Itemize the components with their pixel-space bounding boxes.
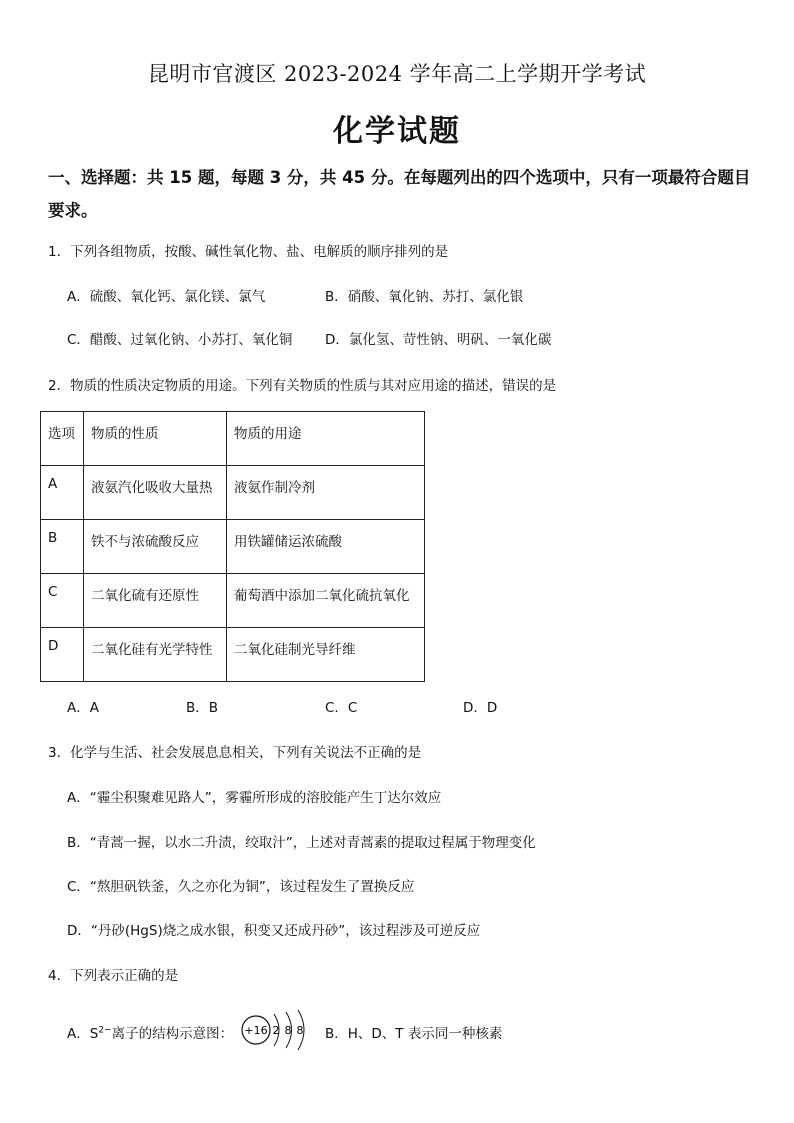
- question-2-option-a: A．A: [67, 700, 99, 716]
- question-3-stem: 3．化学与生活、社会发展息息相关，下列有关说法不正确的是: [48, 745, 422, 761]
- table-header-cell: 物质的性质: [84, 412, 227, 466]
- exam-title: 昆明市官渡区 2023-2024 学年高二上学期开学考试: [147, 62, 647, 86]
- question-3-option-a: A．“霾尘积聚难见路人”，雾霾所形成的溶胶能产生丁达尔效应: [67, 790, 442, 806]
- question-2-option-b: B．B: [186, 700, 219, 716]
- table-cell: A: [41, 466, 84, 520]
- subject-title: 化学试题: [333, 114, 461, 149]
- atomic-structure-diagram: [240, 1008, 314, 1058]
- table-cell: 液氨汽化吸收大量热: [84, 466, 227, 520]
- table-cell: 二氧化硅制光导纤维: [227, 628, 425, 682]
- table-cell: 液氨作制冷剂: [227, 466, 425, 520]
- table-header-row: [41, 412, 425, 466]
- question-1-option-c: C．醋酸、过氧化钠、小苏打、氧化铜: [67, 332, 293, 348]
- table-cell: D: [41, 628, 84, 682]
- table-header-cell: 物质的用途: [227, 412, 425, 466]
- question-3-option-c: C．“熬胆矾铁釜，久之亦化为铜”，该过程发生了置换反应: [67, 879, 415, 895]
- nucleus-charge: +16: [244, 1024, 268, 1037]
- question-1-option-b: B．硝酸、氧化钠、苏打、氯化银: [325, 289, 524, 305]
- option-a-prefix: A．S: [67, 1026, 99, 1042]
- question-3-option-b: B．“青蒿一握，以水二升渍，绞取汁”，上述对青蒿素的提取过程属于物理变化: [67, 835, 536, 851]
- section-heading: 一、选择题：共 15 题，每题 3 分，共 45 分。在每题列出的四个选项中，只有一项最符合题目要求。: [48, 168, 751, 220]
- table-row: [41, 628, 425, 682]
- table-cell: 用铁罐储运浓硫酸: [227, 520, 425, 574]
- table-cell: 葡萄酒中添加二氧化硫抗氧化: [227, 574, 425, 628]
- question-4-option-b: B．H、D、T 表示同一种核素: [325, 1026, 503, 1042]
- table-cell: C: [41, 574, 84, 628]
- ion-charge-superscript: 2−: [98, 1025, 112, 1036]
- option-a-suffix: 离子的结构示意图：: [111, 1026, 234, 1042]
- question-1-option-d: D．氯化氢、苛性钠、明矾、一氧化碳: [325, 332, 552, 348]
- question-2-stem: 2．物质的性质决定物质的用途。下列有关物质的性质与其对应用途的描述，错误的是: [48, 378, 557, 394]
- question-1-option-a: A．硫酸、氧化钙、氯化镁、氯气: [67, 289, 266, 305]
- table-cell: 铁不与浓硫酸反应: [84, 520, 227, 574]
- shell-electron-count: 8: [296, 1024, 304, 1037]
- table-row: [41, 520, 425, 574]
- table-cell: 二氧化硅有光学特性: [84, 628, 227, 682]
- question-4-option-a: [67, 1022, 233, 1042]
- shell-electron-count: 8: [284, 1024, 292, 1037]
- properties-table: [40, 411, 425, 682]
- question-4-stem: 4．下列表示正确的是: [48, 968, 179, 984]
- shell-electron-count: 2: [272, 1024, 280, 1037]
- table-row: [41, 466, 425, 520]
- table-cell: B: [41, 520, 84, 574]
- table-row: [41, 574, 425, 628]
- table-header-cell: 选项: [41, 412, 84, 466]
- question-1-stem: 1．下列各组物质，按酸、碱性氧化物、盐、电解质的顺序排列的是: [48, 244, 449, 260]
- question-2-option-d: D．D: [463, 700, 498, 716]
- table-cell: 二氧化硫有还原性: [84, 574, 227, 628]
- question-3-option-d: D．“丹砂(HgS)烧之成水银，积变又还成丹砂”，该过程涉及可逆反应: [67, 923, 481, 939]
- question-2-option-c: C．C: [325, 700, 358, 716]
